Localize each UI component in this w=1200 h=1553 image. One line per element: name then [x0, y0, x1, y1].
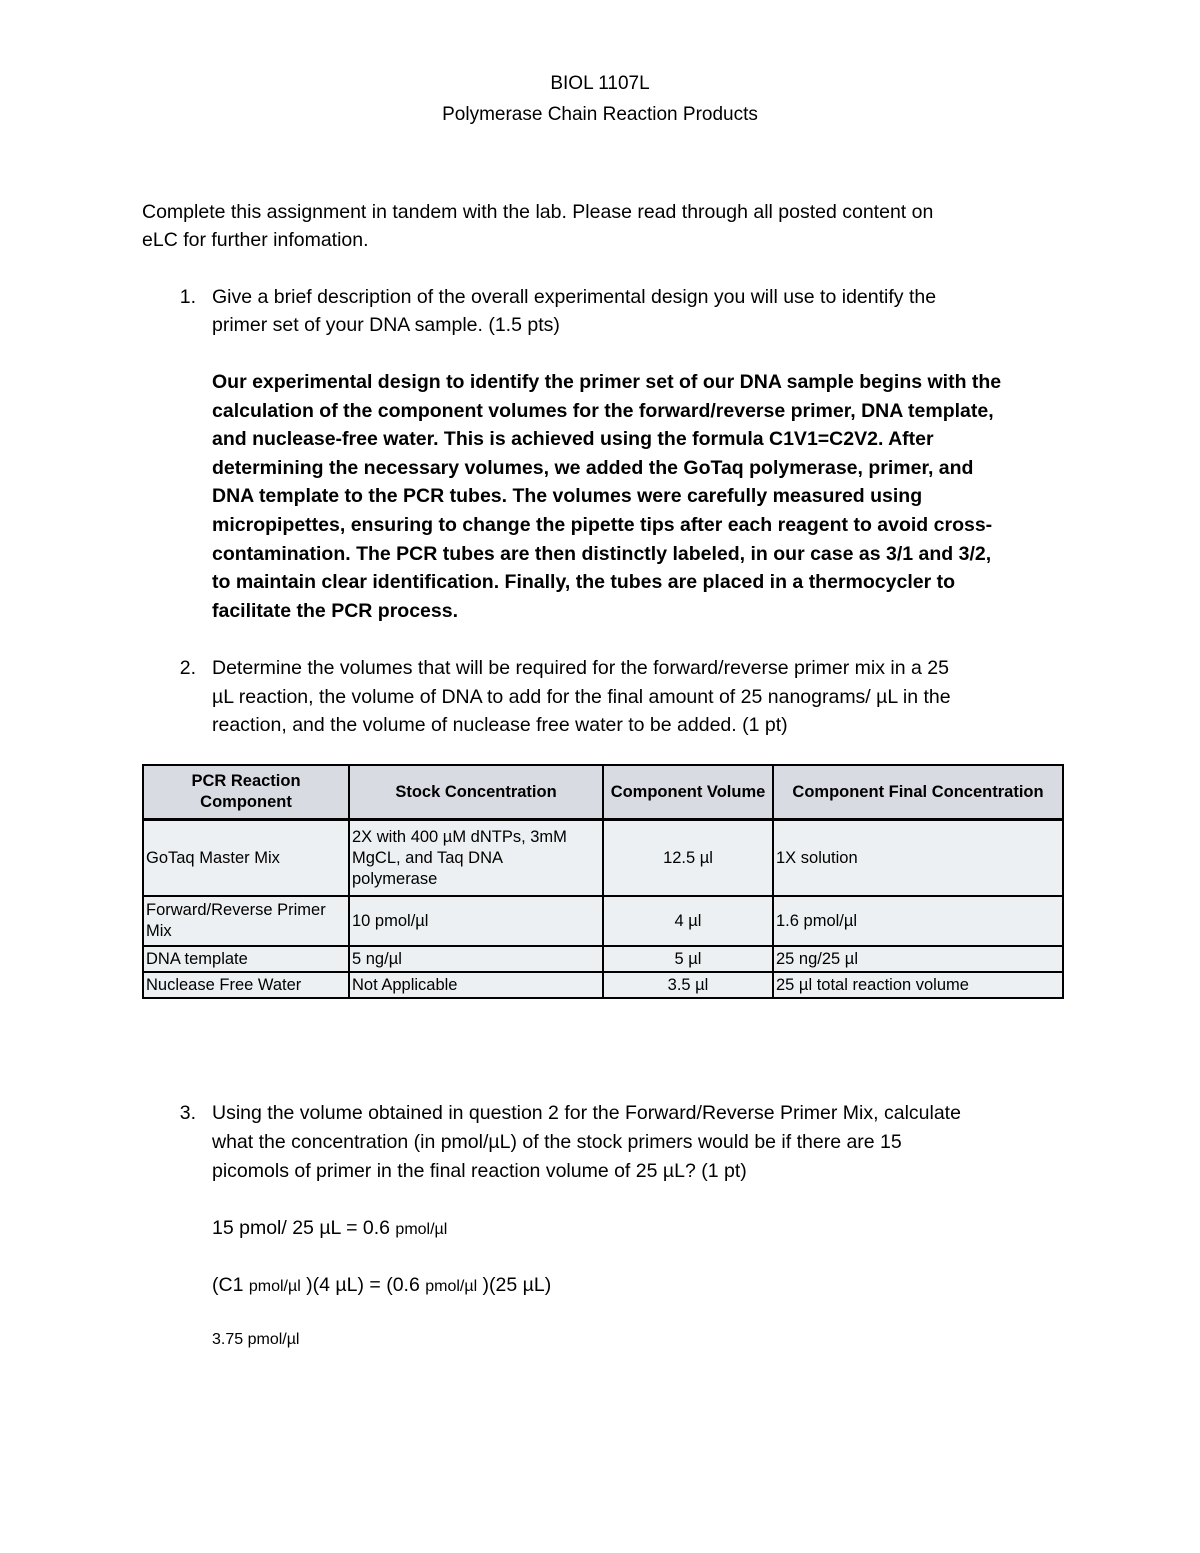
pcr-components-table: [142, 764, 1064, 999]
cell-volume: 12.5 µl: [603, 820, 773, 897]
cell-volume: 5 µl: [603, 946, 773, 972]
calculation-2-part: )(25 µL): [477, 1274, 552, 1296]
cell-component-line: Forward/Reverse Primer: [146, 901, 326, 919]
cell-component: DNA template: [143, 946, 349, 972]
calculation-2-part: (C1: [212, 1274, 249, 1296]
cell-final: 25 ng/25 µl: [773, 946, 1063, 972]
table-header-row: [143, 765, 1063, 820]
question-2-line-3: reaction, and the volume of nuclease free water to be added. (1 pt): [212, 714, 788, 736]
cell-final: 25 µl total reaction volume: [773, 972, 1063, 998]
answer-1-line: to maintain clear identification. Finally, the tubes are placed in a thermocycler to: [212, 571, 955, 593]
answer-1-line: micropipettes, ensuring to change the pipette tips after each reagent to avoid cross-: [212, 514, 993, 536]
question-2-number: 2.: [179, 657, 196, 679]
answer-1-line: determining the necessary volumes, we added the GoTaq polymerase, primer, and: [212, 457, 974, 479]
question-3-line-3: picomols of primer in the final reaction volume of 25 µL? (1 pt): [212, 1160, 747, 1182]
cell-stock-line: 2X with 400 µM dNTPs, 3mM: [352, 827, 567, 846]
calculation-1-unit: pmol/µl: [395, 1221, 448, 1238]
intro-line-2: eLC for further infomation.: [142, 229, 369, 251]
cell-stock: Not Applicable: [349, 972, 603, 998]
cell-component: Nuclease Free Water: [143, 972, 349, 998]
cell-volume: 3.5 µl: [603, 972, 773, 998]
cell-component: [143, 896, 349, 946]
cell-final: 1.6 pmol/µl: [773, 896, 1063, 946]
cell-stock-line: MgCL, and Taq DNA: [352, 848, 504, 867]
table-row: [143, 820, 1063, 897]
calculation-2-part: )(4 µL) = (0.6: [300, 1274, 426, 1296]
question-1-number: 1.: [179, 286, 196, 308]
question-1-line-2: primer set of your DNA sample. (1.5 pts): [212, 314, 560, 336]
question-1-line-1: Give a brief description of the overall experimental design you will use to identify the: [212, 286, 937, 308]
question-2-line-2: µL reaction, the volume of DNA to add for the final amount of 25 nanograms/ µL in the: [212, 686, 951, 708]
table-row: [143, 972, 1063, 998]
answer-1-line: DNA template to the PCR tubes. The volumes were carefully measured using: [212, 485, 923, 507]
intro-line-1: Complete this assignment in tandem with the lab. Please read through all posted content on: [142, 201, 934, 223]
calculation-result: 3.75 pmol/µl: [212, 1331, 300, 1348]
question-3-line-2: what the concentration (in pmol/µL) of the stock primers would be if there are 15: [212, 1131, 902, 1153]
course-code: BIOL 1107L: [550, 73, 650, 94]
cell-final: 1X solution: [773, 820, 1063, 897]
answer-1-line: contamination. The PCR tubes are then distinctly labeled, in our case as 3/1 and 3/2,: [212, 543, 992, 565]
cell-component: GoTaq Master Mix: [143, 820, 349, 897]
cell-stock: 10 pmol/µl: [349, 896, 603, 946]
table-row: [143, 896, 1063, 946]
column-header-stock: Stock Concentration: [349, 765, 603, 820]
calculation-line-2: [212, 1271, 551, 1302]
calculation-1-text: 15 pmol/ 25 µL = 0.6: [212, 1217, 396, 1239]
column-header-volume: Component Volume: [603, 765, 773, 820]
calculation-line-1: [212, 1214, 447, 1245]
answer-1-line: facilitate the PCR process.: [212, 600, 458, 622]
document-title: Polymerase Chain Reaction Products: [442, 104, 758, 125]
column-header-component-line-1: PCR Reaction: [191, 772, 301, 790]
question-3-line-1: Using the volume obtained in question 2 for the Forward/Reverse Primer Mix, calculate: [212, 1102, 961, 1124]
column-header-component: [143, 765, 349, 820]
calculation-2-unit: pmol/µl: [425, 1278, 478, 1295]
cell-stock: [349, 820, 603, 897]
column-header-component-line-2: Component: [200, 793, 292, 811]
cell-volume: 4 µl: [603, 896, 773, 946]
cell-stock: 5 ng/µl: [349, 946, 603, 972]
table-row: [143, 946, 1063, 972]
cell-component-line: Mix: [146, 922, 172, 940]
answer-1-line: Our experimental design to identify the primer set of our DNA sample begins with the: [212, 371, 1002, 393]
column-header-final: Component Final Concentration: [773, 765, 1063, 820]
calculation-2-unit: pmol/µl: [248, 1278, 301, 1295]
question-2-line-1: Determine the volumes that will be required for the forward/reverse primer mix in a 25: [212, 657, 949, 679]
question-3-number: 3.: [179, 1102, 196, 1124]
cell-stock-line: polymerase: [352, 869, 438, 888]
answer-1-line: and nuclease-free water. This is achieved using the formula C1V1=C2V2. After: [212, 428, 934, 450]
answer-1-line: calculation of the component volumes for the forward/reverse primer, DNA template,: [212, 400, 994, 422]
